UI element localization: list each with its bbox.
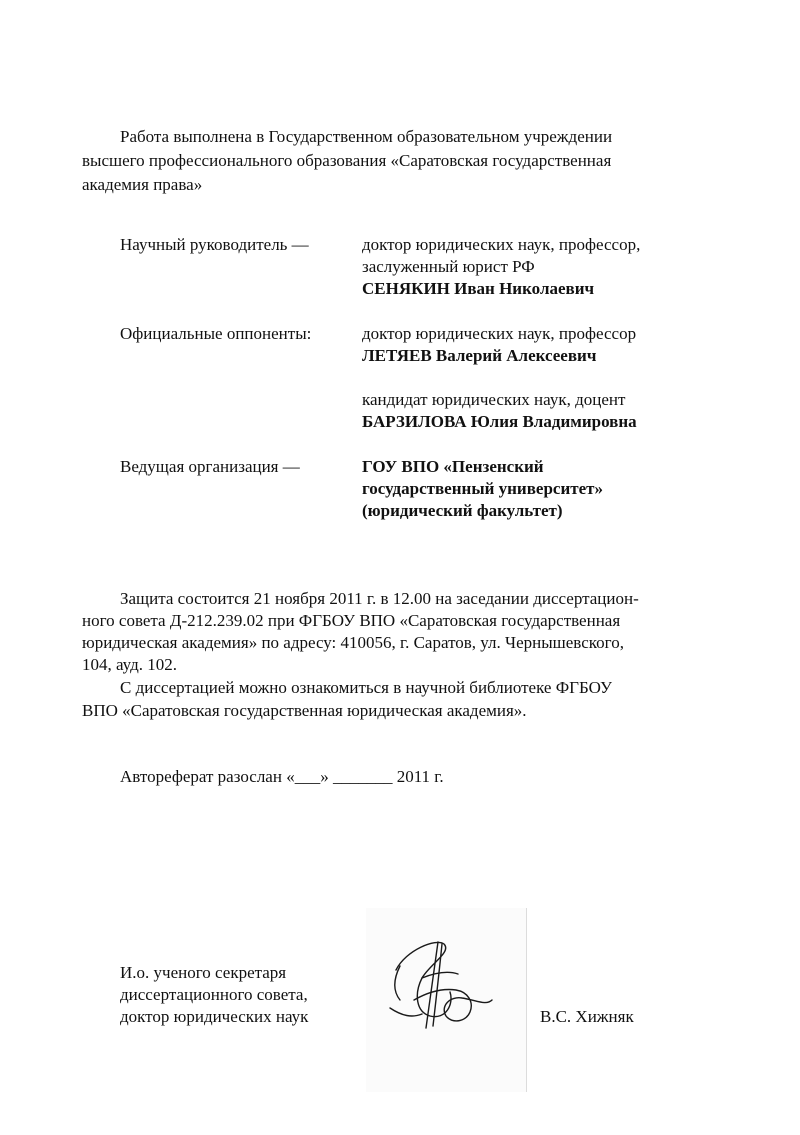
opponents-value: [362, 323, 722, 433]
opponent-degree: доктор юридических наук, профессор: [362, 324, 637, 343]
leading-org-line: государственный университет»: [362, 479, 603, 498]
opponent-name: БАРЗИЛОВА Юлия Владимировна: [362, 412, 637, 431]
supervisor-name: СЕНЯКИН Иван Николаевич: [362, 279, 595, 298]
opponent-name: ЛЕТЯЕВ Валерий Алексеевич: [362, 346, 597, 365]
secretary-line: И.о. ученого секретаря: [120, 963, 287, 982]
defense-line: 104, ауд. 102.: [82, 655, 178, 674]
library-line: С диссертацией можно ознакомиться в научной библиотеке ФГБОУ: [120, 678, 612, 697]
defense-line: юридическая академия» по адресу: 410056, г. Саратов, ул. Чернышевского,: [82, 633, 624, 652]
supervisor-value: [362, 234, 722, 300]
leading-org-line: (юридический факультет): [362, 501, 563, 520]
opponent-degree: кандидат юридических наук, доцент: [362, 390, 626, 409]
supervisor-title: заслуженный юрист РФ: [362, 257, 535, 276]
leading-org-label: Ведущая организация —: [120, 457, 300, 476]
defense-line: Защита состоится 21 ноября 2011 г. в 12.00 на заседании диссертацион-: [120, 589, 639, 608]
handwritten-signature-icon: [376, 930, 506, 1040]
intro-line: высшего профессионального образования «Саратовская государственная: [82, 151, 612, 170]
secretary-line: доктор юридических наук: [120, 1007, 309, 1026]
secretary-name: В.С. Хижняк: [540, 1007, 634, 1026]
secretary-line: диссертационного совета,: [120, 985, 308, 1004]
dispatch-line: Автореферат разослан «___» _______ 2011 г.: [120, 767, 444, 786]
leading-org-line: ГОУ ВПО «Пензенский: [362, 457, 544, 476]
supervisor-degree: доктор юридических наук, профессор,: [362, 235, 641, 254]
intro-line: Работа выполнена в Государственном образовательном учреждении: [120, 127, 613, 146]
supervisor-label: Научный руководитель —: [120, 235, 309, 254]
library-line: ВПО «Саратовская государственная юридическая академия».: [82, 701, 527, 720]
opponents-label: Официальные оппоненты:: [120, 324, 312, 343]
leading-org-value: [362, 456, 722, 522]
intro-line: академия права»: [82, 175, 203, 194]
defense-line: ного совета Д-212.239.02 при ФГБОУ ВПО «Саратовская государственная: [82, 611, 621, 630]
